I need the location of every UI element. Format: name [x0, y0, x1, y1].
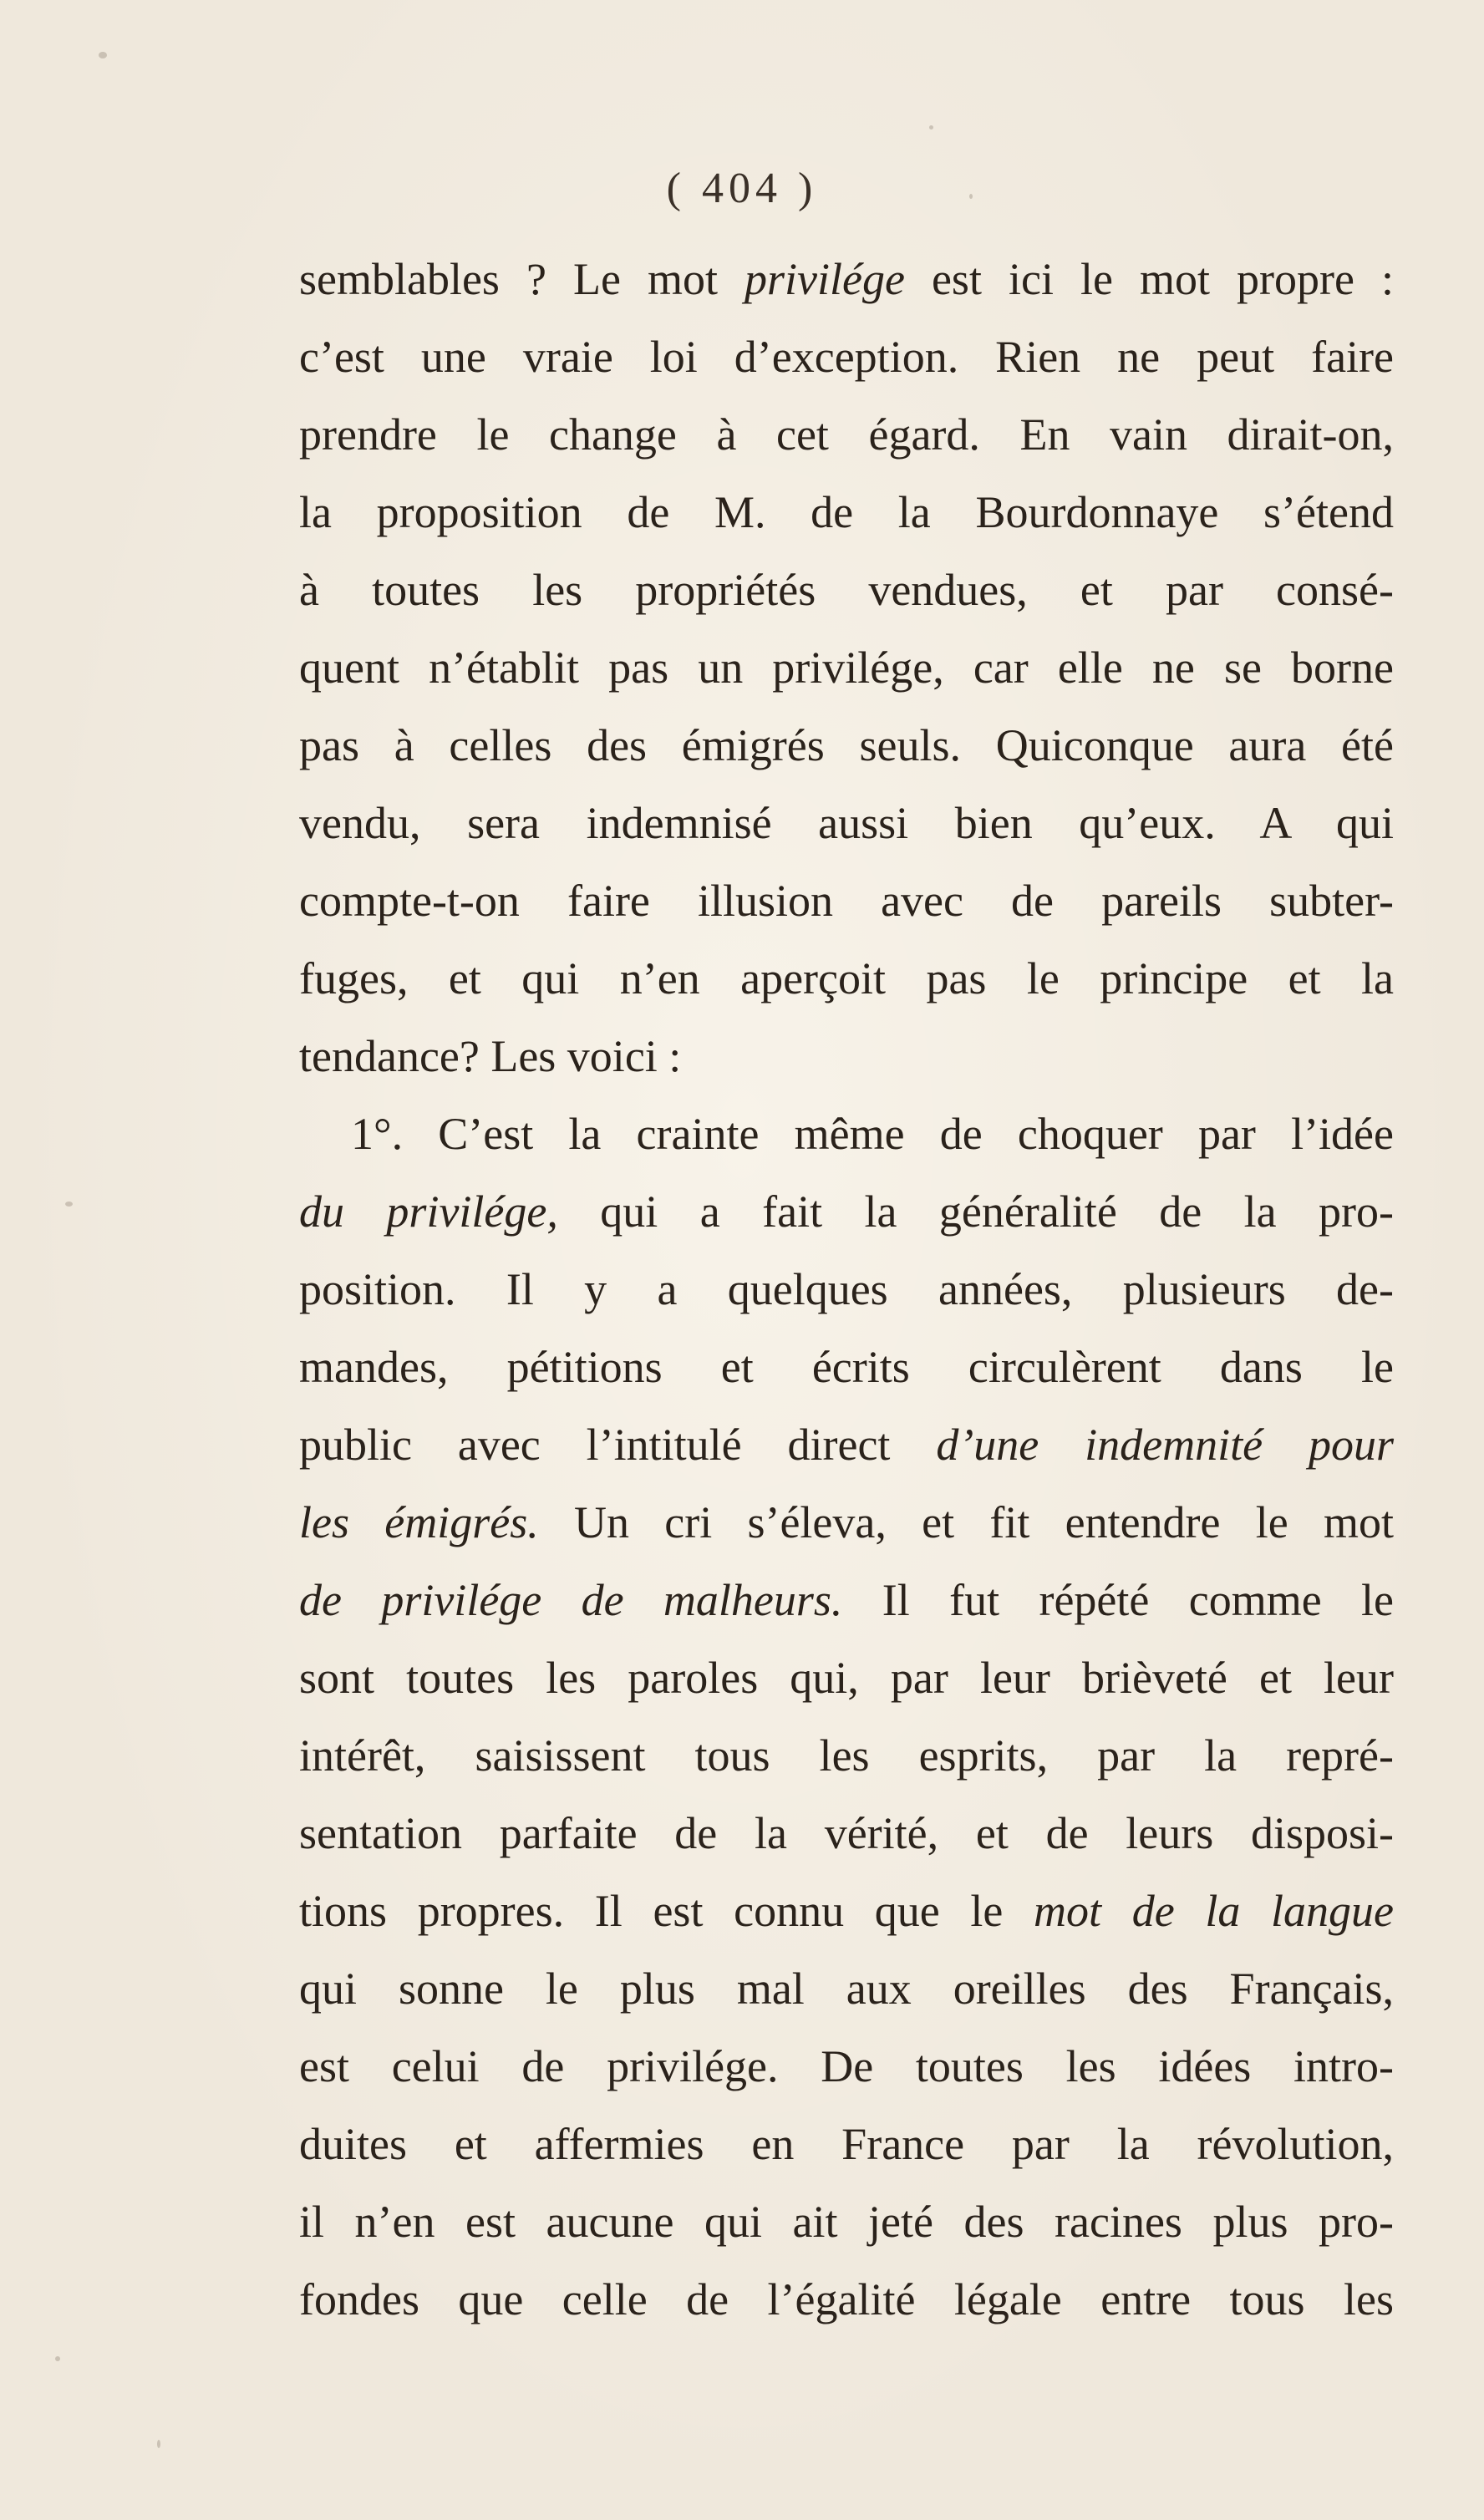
text-line	[299, 1562, 1394, 1639]
text-segment: compte-t-on faire illusion avec de pareils subter-	[299, 876, 1394, 926]
text-line	[299, 318, 1394, 396]
paper-speck	[157, 2440, 160, 2448]
paper-speck	[65, 1202, 73, 1207]
text-line	[299, 2106, 1394, 2183]
text-line	[299, 785, 1394, 862]
paper-speck	[969, 194, 973, 199]
text-line	[299, 1406, 1394, 1484]
text-segment: tendance? Les voici :	[299, 1031, 682, 1081]
text-line	[299, 2261, 1394, 2339]
text-line	[299, 1018, 1394, 1095]
text-segment: semblables ? Le mot	[299, 254, 745, 304]
text-segment: prendre le change à cet égard. En vain dirait-on,	[299, 409, 1394, 460]
text-segment: tions propres. Il est connu que le	[299, 1886, 1034, 1936]
italic-text-segment: d’une indemnité pour	[936, 1420, 1394, 1470]
text-segment: fondes que celle de l’égalité légale entre tous les	[299, 2274, 1394, 2324]
text-segment: position. Il y a quelques années, plusieurs de-	[299, 1264, 1394, 1314]
text-segment: il n’en est aucune qui ait jeté des racines plus pro-	[299, 2197, 1394, 2247]
text-line	[299, 1950, 1394, 2028]
italic-text-segment: du privilége,	[299, 1186, 558, 1237]
text-line	[299, 1173, 1394, 1251]
text-line	[299, 940, 1394, 1018]
text-line	[299, 1251, 1394, 1329]
page-number: ( 404 )	[666, 165, 818, 212]
text-segment: est ici le mot propre :	[904, 254, 1394, 304]
text-segment: 1°. C’est la crainte même de choquer par l’idée	[351, 1109, 1394, 1159]
text-segment: quent n’établit pas un privilége, car elle ne se borne	[299, 643, 1394, 693]
text-segment: public avec l’intitulé direct	[299, 1420, 937, 1470]
text-line	[299, 862, 1394, 940]
text-segment: à toutes les propriétés vendues, et par consé-	[299, 565, 1394, 615]
text-segment: Un cri s’éleva, et fit entendre le mot	[538, 1497, 1394, 1547]
text-segment: Il fut répété comme le	[842, 1575, 1394, 1625]
text-segment: mandes, pétitions et écrits circulèrent dans le	[299, 1342, 1394, 1392]
paper-speck	[929, 125, 933, 130]
text-line	[299, 1717, 1394, 1795]
paper-speck	[55, 2356, 60, 2361]
text-segment: pas à celles des émigrés seuls. Quiconque aura été	[299, 720, 1394, 770]
text-segment: qui a fait la généralité de la pro-	[557, 1186, 1394, 1237]
text-line	[299, 2183, 1394, 2261]
text-line	[299, 1639, 1394, 1717]
text-segment: fuges, et qui n’en aperçoit pas le principe et la	[299, 953, 1394, 1003]
text-line	[299, 551, 1394, 629]
text-line	[299, 1795, 1394, 1872]
text-segment: qui sonne le plus mal aux oreilles des Français,	[299, 1964, 1394, 2014]
italic-text-segment: mot de la langue	[1034, 1886, 1394, 1936]
text-segment: la proposition de M. de la Bourdonnaye s’étend	[299, 487, 1394, 537]
paper-speck	[99, 52, 107, 58]
text-segment: intérêt, saisissent tous les esprits, par la repré-	[299, 1730, 1394, 1781]
text-segment: duites et affermies en France par la révolution,	[299, 2119, 1394, 2169]
italic-text-segment: de privilége de malheurs.	[299, 1575, 843, 1625]
italic-text-segment: privilége	[745, 254, 905, 304]
text-segment: est celui de privilége. De toutes les idées intro-	[299, 2041, 1394, 2091]
text-line	[299, 707, 1394, 785]
text-line	[299, 629, 1394, 707]
text-line	[299, 241, 1394, 318]
text-segment: sont toutes les paroles qui, par leur brièveté et leur	[299, 1653, 1394, 1703]
text-line	[299, 1329, 1394, 1406]
text-line	[299, 396, 1394, 474]
body-text	[299, 241, 1394, 2339]
text-line	[299, 474, 1394, 551]
text-line	[299, 2028, 1394, 2106]
text-line	[299, 1872, 1394, 1950]
italic-text-segment: les émigrés.	[299, 1497, 539, 1547]
text-segment: c’est une vraie loi d’exception. Rien ne peut faire	[299, 332, 1394, 382]
text-line	[299, 1095, 1394, 1173]
text-segment: vendu, sera indemnisé aussi bien qu’eux. A qui	[299, 798, 1394, 848]
text-line	[299, 1484, 1394, 1562]
text-segment: sentation parfaite de la vérité, et de leurs disposi-	[299, 1808, 1394, 1858]
